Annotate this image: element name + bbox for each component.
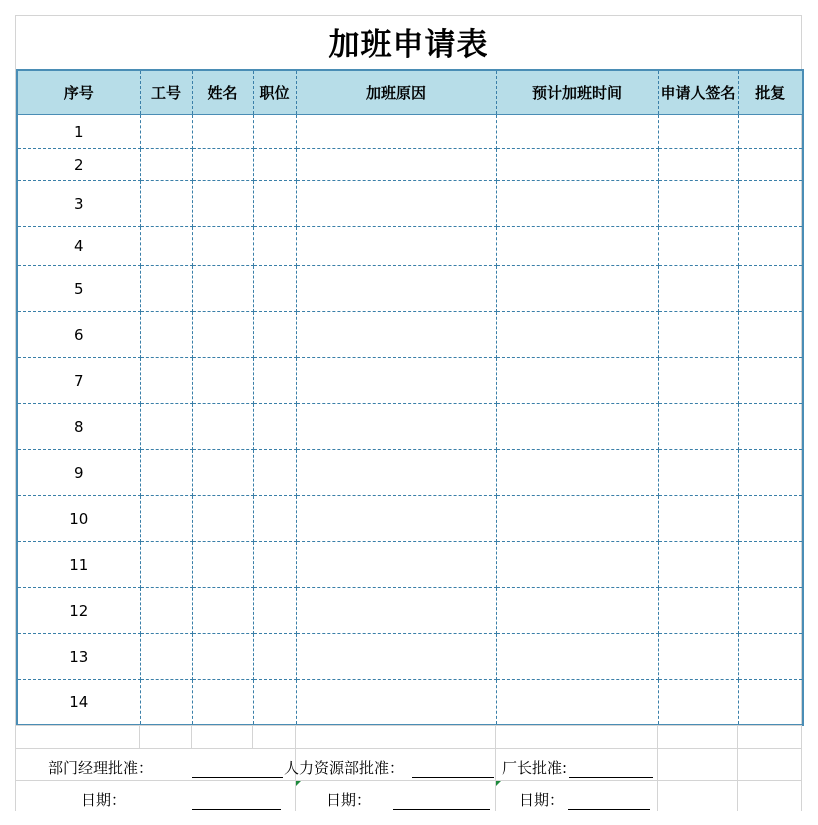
table-row [17, 312, 803, 358]
header-cell-name[interactable]: 姓名 [192, 70, 253, 115]
table-cell[interactable] [496, 588, 658, 634]
table-cell[interactable] [658, 358, 738, 404]
sheet-gridline [252, 725, 253, 748]
header-cell-position[interactable]: 职位 [253, 70, 296, 115]
table-cell[interactable] [738, 181, 803, 227]
table-cell[interactable] [296, 542, 496, 588]
table-cell[interactable] [140, 588, 192, 634]
table-row [17, 450, 803, 496]
row-index-cell[interactable]: 3 [17, 181, 140, 227]
table-cell[interactable] [253, 227, 296, 266]
sheet-gridline [15, 780, 802, 781]
row-index-cell[interactable]: 11 [17, 542, 140, 588]
table-row [17, 358, 803, 404]
table-row [17, 588, 803, 634]
table-cell[interactable] [496, 115, 658, 149]
table-cell[interactable] [140, 115, 192, 149]
hr-signature-line[interactable] [412, 777, 494, 778]
table-cell[interactable] [658, 542, 738, 588]
table-cell[interactable] [296, 496, 496, 542]
table-cell[interactable] [658, 680, 738, 725]
date-label-factory: 日期： [519, 791, 565, 809]
table-cell[interactable] [496, 450, 658, 496]
table-cell[interactable] [253, 149, 296, 181]
table-cell[interactable] [738, 358, 803, 404]
table-cell[interactable] [658, 312, 738, 358]
table-cell[interactable] [496, 227, 658, 266]
table-row [17, 542, 803, 588]
table-cell[interactable] [738, 149, 803, 181]
sheet-gridline [657, 725, 658, 811]
table-cell[interactable] [192, 227, 253, 266]
row-index-cell[interactable]: 10 [17, 496, 140, 542]
table-cell[interactable] [253, 181, 296, 227]
table-cell[interactable] [496, 680, 658, 725]
row-index-cell[interactable]: 13 [17, 634, 140, 680]
header-cell-index[interactable]: 序号 [17, 70, 140, 115]
table-cell[interactable] [496, 266, 658, 312]
table-cell[interactable] [296, 149, 496, 181]
table-row [17, 634, 803, 680]
table-cell[interactable] [496, 496, 658, 542]
factory-manager-signature-line[interactable] [569, 777, 653, 778]
date-label-hr: 日期： [326, 791, 372, 809]
table-cell[interactable] [253, 542, 296, 588]
table-cell[interactable] [192, 404, 253, 450]
table-cell[interactable] [253, 266, 296, 312]
table-cell[interactable] [140, 149, 192, 181]
form-title: 加班申请表 [328, 27, 489, 63]
row-index-cell[interactable]: 2 [17, 149, 140, 181]
table-cell[interactable] [192, 149, 253, 181]
table-cell[interactable] [738, 588, 803, 634]
row-index-cell[interactable]: 8 [17, 404, 140, 450]
table-cell[interactable] [192, 181, 253, 227]
table-cell[interactable] [296, 680, 496, 725]
table-cell[interactable] [140, 181, 192, 227]
header-cell-reason[interactable]: 加班原因 [296, 70, 496, 115]
table-row [17, 181, 803, 227]
row-index-cell[interactable]: 5 [17, 266, 140, 312]
table-cell[interactable] [496, 404, 658, 450]
table-cell[interactable] [496, 181, 658, 227]
header-cell-expected-time[interactable]: 预计加班时间 [496, 70, 658, 115]
table-cell[interactable] [253, 496, 296, 542]
table-cell[interactable] [658, 588, 738, 634]
table-cell[interactable] [738, 227, 803, 266]
table-cell[interactable] [296, 312, 496, 358]
table-cell[interactable] [192, 312, 253, 358]
row-index-cell[interactable]: 7 [17, 358, 140, 404]
table-cell[interactable] [738, 266, 803, 312]
sheet-gridline [15, 748, 802, 749]
row-index-cell[interactable]: 4 [17, 227, 140, 266]
table-cell[interactable] [140, 312, 192, 358]
table-cell[interactable] [296, 404, 496, 450]
table-cell[interactable] [192, 542, 253, 588]
date-line-dept[interactable] [192, 809, 281, 810]
table-cell[interactable] [253, 312, 296, 358]
date-line-factory[interactable] [568, 809, 650, 810]
table-cell[interactable] [296, 115, 496, 149]
row-index-cell[interactable]: 12 [17, 588, 140, 634]
table-cell[interactable] [253, 115, 296, 149]
cell-comment-marker-icon [296, 781, 301, 786]
dept-manager-label: 部门经理批准： [48, 759, 154, 777]
table-row [17, 404, 803, 450]
dept-manager-signature-line[interactable] [192, 777, 283, 778]
table-cell[interactable] [296, 358, 496, 404]
sheet-gridline [495, 725, 496, 811]
table-cell[interactable] [192, 115, 253, 149]
table-cell[interactable] [296, 588, 496, 634]
table-cell[interactable] [658, 115, 738, 149]
table-row [17, 149, 803, 181]
table-cell[interactable] [140, 404, 192, 450]
table-header-row [17, 70, 803, 115]
table-row [17, 496, 803, 542]
table-cell[interactable] [140, 496, 192, 542]
table-row [17, 227, 803, 266]
table-cell[interactable] [140, 227, 192, 266]
table-cell[interactable] [296, 181, 496, 227]
table-cell[interactable] [140, 542, 192, 588]
table-cell[interactable] [253, 358, 296, 404]
table-cell[interactable] [496, 312, 658, 358]
table-cell[interactable] [658, 404, 738, 450]
table-row [17, 680, 803, 725]
table-cell[interactable] [253, 680, 296, 725]
table-cell[interactable] [192, 634, 253, 680]
header-cell-employee-id[interactable]: 工号 [140, 70, 192, 115]
table-cell[interactable] [658, 634, 738, 680]
table-cell[interactable] [658, 496, 738, 542]
table-row [17, 115, 803, 149]
table-cell[interactable] [192, 680, 253, 725]
table-cell[interactable] [296, 450, 496, 496]
table-cell[interactable] [140, 634, 192, 680]
table-cell[interactable] [658, 149, 738, 181]
table-cell[interactable] [738, 312, 803, 358]
table-cell[interactable] [192, 588, 253, 634]
row-index-cell[interactable]: 1 [17, 115, 140, 149]
table-cell[interactable] [140, 450, 192, 496]
table-cell[interactable] [253, 588, 296, 634]
table-cell[interactable] [192, 450, 253, 496]
sheet-gridline [15, 725, 802, 726]
sheet-gridline [191, 725, 192, 748]
table-cell[interactable] [496, 358, 658, 404]
header-cell-signature[interactable]: 申请人签名 [658, 70, 738, 115]
table-cell[interactable] [738, 634, 803, 680]
table-cell[interactable] [296, 634, 496, 680]
table-cell[interactable] [658, 266, 738, 312]
table-cell[interactable] [496, 149, 658, 181]
table-cell[interactable] [192, 266, 253, 312]
sheet-gridline [737, 725, 738, 811]
table-cell[interactable] [140, 358, 192, 404]
table-cell[interactable] [738, 450, 803, 496]
row-index-cell[interactable]: 14 [17, 680, 140, 725]
date-label-dept: 日期： [81, 791, 127, 809]
date-line-hr[interactable] [393, 809, 490, 810]
table-cell[interactable] [140, 266, 192, 312]
table-cell[interactable] [496, 634, 658, 680]
table-cell[interactable] [496, 542, 658, 588]
table-cell[interactable] [192, 496, 253, 542]
table-cell[interactable] [253, 450, 296, 496]
sheet-gridline [139, 725, 140, 748]
row-index-cell[interactable]: 9 [17, 450, 140, 496]
table-cell[interactable] [296, 227, 496, 266]
table-cell[interactable] [658, 181, 738, 227]
cell-comment-marker-icon [496, 781, 501, 786]
table-cell[interactable] [738, 496, 803, 542]
factory-manager-label: 厂长批准: [502, 759, 568, 777]
table-cell[interactable] [738, 680, 803, 725]
spreadsheet-sheet [15, 15, 802, 811]
table-cell[interactable] [296, 266, 496, 312]
hr-approval-label: 人力资源部批准： [284, 759, 405, 777]
table-cell[interactable] [658, 227, 738, 266]
table-cell[interactable] [738, 404, 803, 450]
row-index-cell[interactable]: 6 [17, 312, 140, 358]
header-cell-approval[interactable]: 批复 [738, 70, 803, 115]
table-cell[interactable] [253, 404, 296, 450]
table-cell[interactable] [140, 680, 192, 725]
table-cell[interactable] [738, 115, 803, 149]
table-cell[interactable] [253, 634, 296, 680]
table-cell[interactable] [192, 358, 253, 404]
table-cell[interactable] [658, 450, 738, 496]
table-cell[interactable] [738, 542, 803, 588]
approval-footer [15, 725, 802, 811]
overtime-table [16, 69, 804, 726]
table-row [17, 266, 803, 312]
